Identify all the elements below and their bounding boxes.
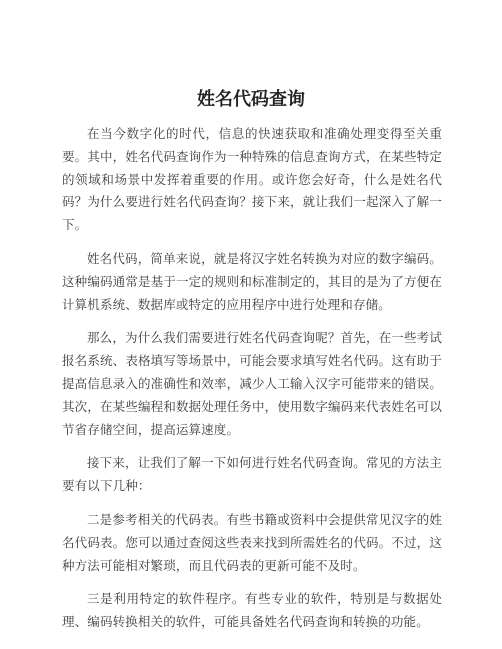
paragraph-definition: 姓名代码，简单来说，就是将汉字姓名转换为对应的数字编码。这种编码通常是基于一定的规则和标准制定的，其目的是为了方便在计算机系统、数据库或特定的应用程序中进行处理和存储。 <box>62 250 442 312</box>
article-body <box>62 123 442 645</box>
paragraph-intro: 在当今数字化的时代，信息的快速获取和准确处理变得至关重要。其中，姓名代码查询作为一种特殊的信息查询方式，在某些特定的领域和场景中发挥着重要的作用。或许您会好奇，什么是姓名代码？为什么要进行姓名代码查询？接下来，就让我们一起深入了解一下。 <box>62 126 442 233</box>
paragraph-method-two: 二是参考相关的代码表。有些书籍或资料中会提供常见汉字的姓名代码表。您可以通过查阅这些表来找到所需姓名的代码。不过，这种方法可能相对繁琐，而且代码表的更新可能不及时。 <box>62 511 442 573</box>
paragraph-reasons: 那么，为什么我们需要进行姓名代码查询呢？首先，在一些考试报名系统、表格填写等场景中，可能会要求填写姓名代码。这有助于提高信息录入的准确性和效率，减少人工输入汉字可能带来的错误。其次，在某些编程和数据处理任务中，使用数字编码来代表姓名可以节省存储空间，提高运算速度。 <box>62 330 442 437</box>
paragraph-methods-intro: 接下来，让我们了解一下如何进行姓名代码查询。常见的方法主要有以下几种： <box>62 455 442 494</box>
paragraph-method-three: 三是利用特定的软件程序。有些专业的软件，特别是与数据处理、编码转换相关的软件，可能具备姓名代码查询和转换的功能。 <box>62 591 442 630</box>
page-title: 姓名代码查询 <box>197 89 305 110</box>
